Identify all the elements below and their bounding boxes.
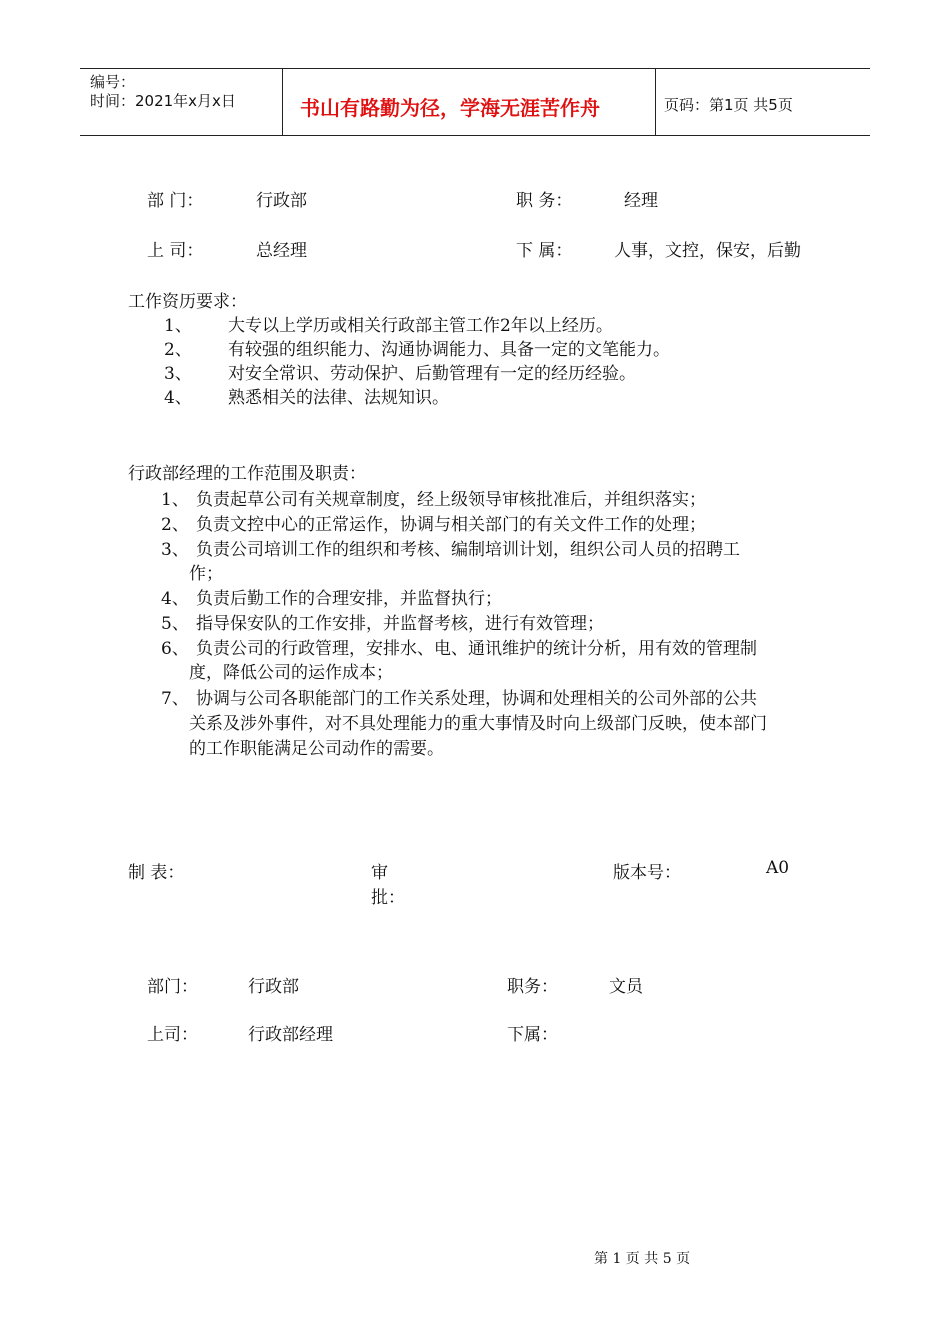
- duty-text-cont: 度，降低公司的运作成本；: [189, 663, 393, 683]
- superior-value-2: 行政部经理: [248, 1025, 333, 1045]
- approver-label-1: 审: [371, 863, 388, 883]
- duty-text-cont: 关系及涉外事件，对不具处理能力的重大事情及时向上级部门反映，使本部门: [189, 714, 767, 734]
- dept-value: 行政部: [256, 191, 307, 211]
- duty-text: 负责公司培训工作的组织和考核、编制培训计划，组织公司人员的招聘工: [196, 540, 740, 560]
- requirement-text: 大专以上学历或相关行政部主管工作2年以上经历。: [228, 316, 613, 336]
- duties-title: 行政部经理的工作范围及职责：: [128, 464, 366, 484]
- duty-num: 4、: [161, 589, 189, 609]
- position-value-2: 文员: [609, 977, 643, 997]
- header-divider-right: [655, 68, 656, 136]
- requirement-num: 3、: [164, 364, 192, 384]
- duty-text: 负责起草公司有关规章制度，经上级领导审核批准后，并组织落实；: [196, 490, 706, 510]
- duty-num: 7、: [161, 689, 189, 709]
- header-bottom-border: [80, 135, 870, 136]
- header-motto: 书山有路勤为径，学海无涯苦作舟: [300, 96, 600, 120]
- superior-value: 总经理: [256, 241, 307, 261]
- duty-num: 2、: [161, 515, 189, 535]
- requirement-num: 4、: [164, 388, 192, 408]
- header-date: 时间：2021年x月x日: [90, 92, 236, 110]
- superior-label-2: 上司：: [147, 1025, 198, 1045]
- header-code-label: 编号：: [90, 73, 136, 91]
- version-value: A0: [766, 858, 790, 878]
- requirement-text: 对安全常识、劳动保护、后勤管理有一定的经历经验。: [228, 364, 636, 384]
- duty-text: 协调与公司各职能部门的工作关系处理，协调和处理相关的公司外部的公共: [196, 689, 757, 709]
- duty-num: 3、: [161, 540, 189, 560]
- requirement-num: 2、: [164, 340, 192, 360]
- duty-text: 指导保安队的工作安排，并监督考核，进行有效管理；: [196, 614, 604, 634]
- requirement-text: 有较强的组织能力、沟通协调能力、具备一定的文笔能力。: [228, 340, 670, 360]
- maker-label: 制 表：: [128, 863, 185, 883]
- page-footer: 第 1 页 共 5 页: [594, 1251, 691, 1267]
- position-value: 经理: [624, 191, 658, 211]
- duty-num: 5、: [161, 614, 189, 634]
- position-label: 职 务：: [516, 191, 573, 211]
- duty-text: 负责后勤工作的合理安排，并监督执行；: [196, 589, 502, 609]
- header-page-info: 页码：第1页 共5页: [664, 96, 793, 114]
- superior-label: 上 司：: [147, 241, 204, 261]
- subordinate-value: 人事，文控，保安，后勤: [614, 241, 801, 261]
- approver-label-2: 批：: [371, 888, 405, 908]
- duty-text: 负责文控中心的正常运作，协调与相关部门的有关文件工作的处理；: [196, 515, 706, 535]
- dept-value-2: 行政部: [248, 977, 299, 997]
- position-label-2: 职务：: [507, 977, 558, 997]
- requirement-num: 1、: [164, 316, 192, 336]
- dept-label-2: 部门：: [147, 977, 198, 997]
- version-label: 版本号：: [613, 863, 681, 883]
- subordinate-label-2: 下属：: [507, 1025, 558, 1045]
- duty-text-cont: 作；: [189, 564, 223, 584]
- subordinate-label: 下 属：: [516, 241, 573, 261]
- requirements-title: 工作资历要求：: [128, 292, 247, 312]
- dept-label: 部 门：: [147, 191, 204, 211]
- header-top-border: [80, 68, 870, 69]
- duty-num: 1、: [161, 490, 189, 510]
- requirement-text: 熟悉相关的法律、法规知识。: [228, 388, 449, 408]
- duty-text-cont: 的工作职能满足公司动作的需要。: [189, 739, 444, 759]
- duty-num: 6、: [161, 639, 189, 659]
- duty-text: 负责公司的行政管理，安排水、电、通讯维护的统计分析，用有效的管理制: [196, 639, 757, 659]
- header-divider-left: [282, 68, 283, 136]
